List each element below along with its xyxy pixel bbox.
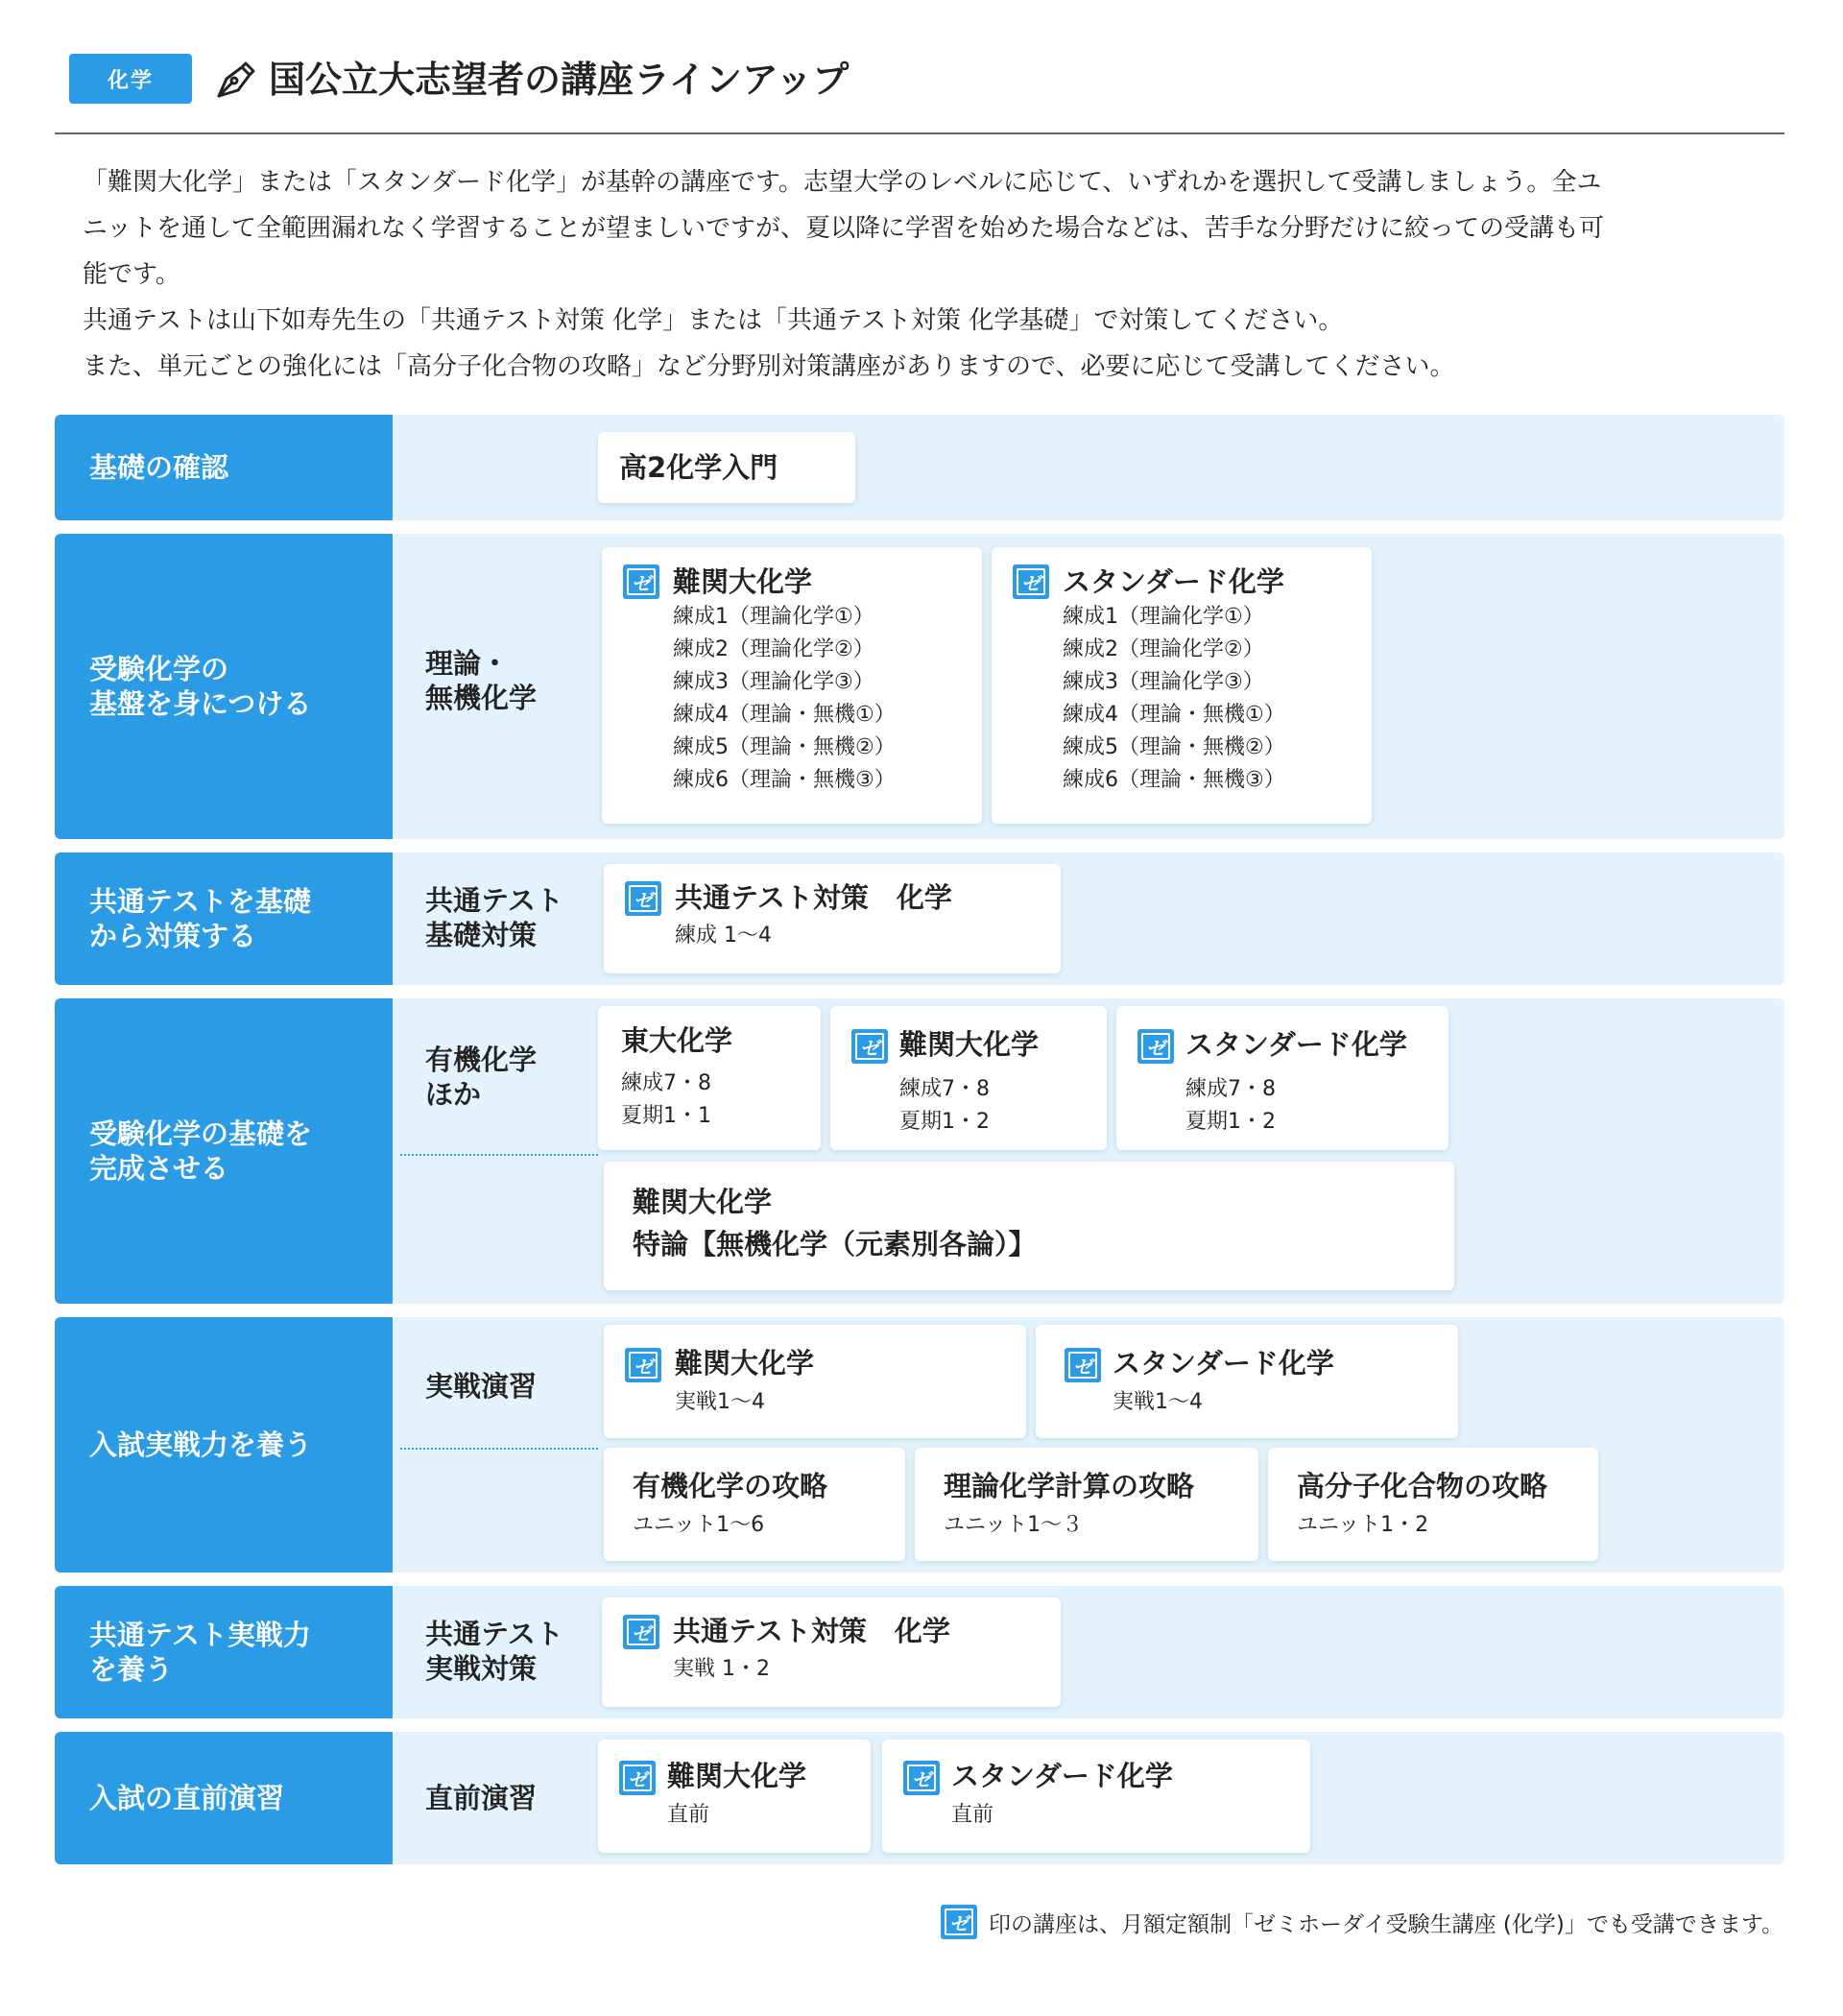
course-units: ユニット1〜３ xyxy=(944,1513,1084,1537)
course-card[interactable] xyxy=(992,547,1372,824)
course-card[interactable] xyxy=(602,547,982,824)
course-units: 直前 xyxy=(951,1803,994,1827)
zemi-icon: ゼ xyxy=(1013,564,1049,599)
course-card[interactable] xyxy=(830,1006,1107,1150)
row-label: 入試実戦力を養う xyxy=(55,1317,393,1572)
row-common-test-basics xyxy=(55,852,1784,985)
zemi-icon: ゼ xyxy=(1065,1348,1101,1382)
subject-tag: 化学 xyxy=(69,54,192,104)
course-card[interactable] xyxy=(602,1597,1061,1707)
course-units: ユニット1・2 xyxy=(1297,1513,1429,1537)
course-title: 難関大化学 xyxy=(633,1186,773,1218)
course-title: 共通テスト対策 化学 xyxy=(675,881,952,914)
row-foundation xyxy=(55,534,1784,839)
course-units: ユニット1〜6 xyxy=(633,1513,765,1537)
zemi-icon: ゼ xyxy=(851,1029,888,1064)
course-units: 練成7・8 夏期1・2 xyxy=(899,1077,990,1134)
course-title: スタンダード化学 xyxy=(1113,1347,1334,1380)
row-label: 入試の直前演習 xyxy=(55,1732,393,1864)
course-title: 高2化学入門 xyxy=(619,451,778,484)
course-card[interactable] xyxy=(598,1740,871,1853)
course-card[interactable] xyxy=(1036,1325,1458,1438)
course-title: 東大化学 xyxy=(621,1024,733,1057)
course-units: 直前 xyxy=(667,1803,710,1827)
row-label: 共通テストを基礎 から対策する xyxy=(55,852,393,985)
row-common-test-practice xyxy=(55,1586,1784,1718)
footnote xyxy=(941,1905,1783,1939)
course-card[interactable] xyxy=(604,1325,1026,1438)
zemi-icon: ゼ xyxy=(619,1761,656,1795)
section-divider xyxy=(400,1448,598,1450)
page-header xyxy=(69,54,1782,134)
course-units: 練成7・8 夏期1・1 xyxy=(621,1071,711,1128)
intro-line: ニットを通して全範囲漏れなく学習することが望ましいですが、夏以降に学習を始めた場合などは、苦手な分野だけに絞っての受講も可 xyxy=(83,214,1604,243)
course-card[interactable] xyxy=(915,1448,1258,1561)
course-units: 練成7・8 夏期1・2 xyxy=(1185,1077,1276,1134)
course-units: 練成1（理論化学①） 練成2（理論化学②） 練成3（理論化学③） 練成4（理論・無機①） 練成5（理論・無機②） 練成6（理論・無機③） xyxy=(673,605,896,792)
course-title: 有機化学の攻略 xyxy=(633,1470,828,1502)
row-category: 実戦演習 xyxy=(425,1370,538,1403)
course-title: 高分子化合物の攻略 xyxy=(1297,1470,1548,1502)
course-units: 実戦 1・2 xyxy=(673,1657,770,1681)
page-title: 国公立大志望者の講座ラインアップ xyxy=(269,59,850,101)
intro-line: 「難関大化学」または「スタンダード化学」が基幹の講座です。志望大学のレベルに応じて、いずれかを選択して受講しましょう。全ユ xyxy=(83,168,1602,197)
course-card[interactable] xyxy=(882,1740,1310,1853)
course-card[interactable] xyxy=(604,864,1061,973)
header-divider xyxy=(55,132,1784,134)
course-card[interactable] xyxy=(598,1006,821,1150)
zemi-icon: ゼ xyxy=(623,564,659,599)
row-label: 共通テスト実戦力 を養う xyxy=(55,1586,393,1718)
zemi-icon: ゼ xyxy=(625,1348,661,1382)
row-final-practice xyxy=(55,1732,1784,1864)
row-label: 基礎の確認 xyxy=(55,415,393,520)
course-title: 難関大化学 xyxy=(899,1028,1040,1061)
course-title: 理論化学計算の攻略 xyxy=(944,1470,1195,1502)
zemi-icon: ゼ xyxy=(903,1761,940,1795)
footnote-text: 印の講座は、月額定額制「ゼミホーダイ受験生講座 (化学)」でも受講できます。 xyxy=(989,1911,1783,1937)
course-card[interactable] xyxy=(1116,1006,1448,1150)
section-divider xyxy=(400,1154,598,1156)
zemi-icon: ゼ xyxy=(1137,1029,1174,1064)
course-card[interactable] xyxy=(1268,1448,1598,1561)
course-units: 練成1（理論化学①） 練成2（理論化学②） 練成3（理論化学③） 練成4（理論・無機①） 練成5（理論・無機②） 練成6（理論・無機③） xyxy=(1063,605,1285,792)
pen-icon xyxy=(213,58,257,102)
course-title: 難関大化学 xyxy=(667,1760,807,1792)
course-units: 実戦1〜4 xyxy=(1113,1390,1203,1414)
row-category: 理論・ 無機化学 xyxy=(425,647,538,714)
row-label: 受験化学の基礎を 完成させる xyxy=(55,998,393,1304)
row-complete-basics xyxy=(55,998,1784,1304)
intro-line: 共通テストは山下如寿先生の「共通テスト対策 化学」または「共通テスト対策 化学基礎」で対策してください。 xyxy=(83,306,1344,335)
course-card[interactable] xyxy=(598,432,855,503)
course-title: 共通テスト対策 化学 xyxy=(673,1615,950,1647)
course-units: 実戦1〜4 xyxy=(675,1390,765,1414)
intro-text xyxy=(83,159,1734,390)
row-basics xyxy=(55,415,1784,520)
course-title: スタンダード化学 xyxy=(1063,565,1284,598)
zemi-icon: ゼ xyxy=(941,1905,977,1939)
course-title: スタンダード化学 xyxy=(951,1760,1173,1792)
row-category: 直前演習 xyxy=(425,1782,538,1814)
row-practice xyxy=(55,1317,1784,1572)
row-category: 有機化学 ほか xyxy=(425,1044,538,1111)
row-category: 共通テスト 実戦対策 xyxy=(425,1618,563,1685)
row-category: 共通テスト 基礎対策 xyxy=(425,884,563,951)
course-title: 難関大化学 xyxy=(673,565,813,598)
intro-line: また、単元ごとの強化には「高分子化合物の攻略」など分野別対策講座がありますので、必要に応じて受講してください。 xyxy=(83,352,1455,381)
course-card[interactable] xyxy=(604,1448,905,1561)
course-title: 難関大化学 xyxy=(675,1347,815,1380)
course-subtitle: 特論【無機化学（元素別各論）】 xyxy=(633,1228,1037,1260)
course-units: 練成 1〜4 xyxy=(675,924,772,948)
zemi-icon: ゼ xyxy=(625,881,661,916)
intro-line: 能です。 xyxy=(83,260,180,289)
course-title: スタンダード化学 xyxy=(1185,1028,1407,1061)
zemi-icon: ゼ xyxy=(623,1615,659,1649)
row-label: 受験化学の 基盤を身につける xyxy=(55,534,393,839)
course-card[interactable] xyxy=(604,1162,1454,1290)
